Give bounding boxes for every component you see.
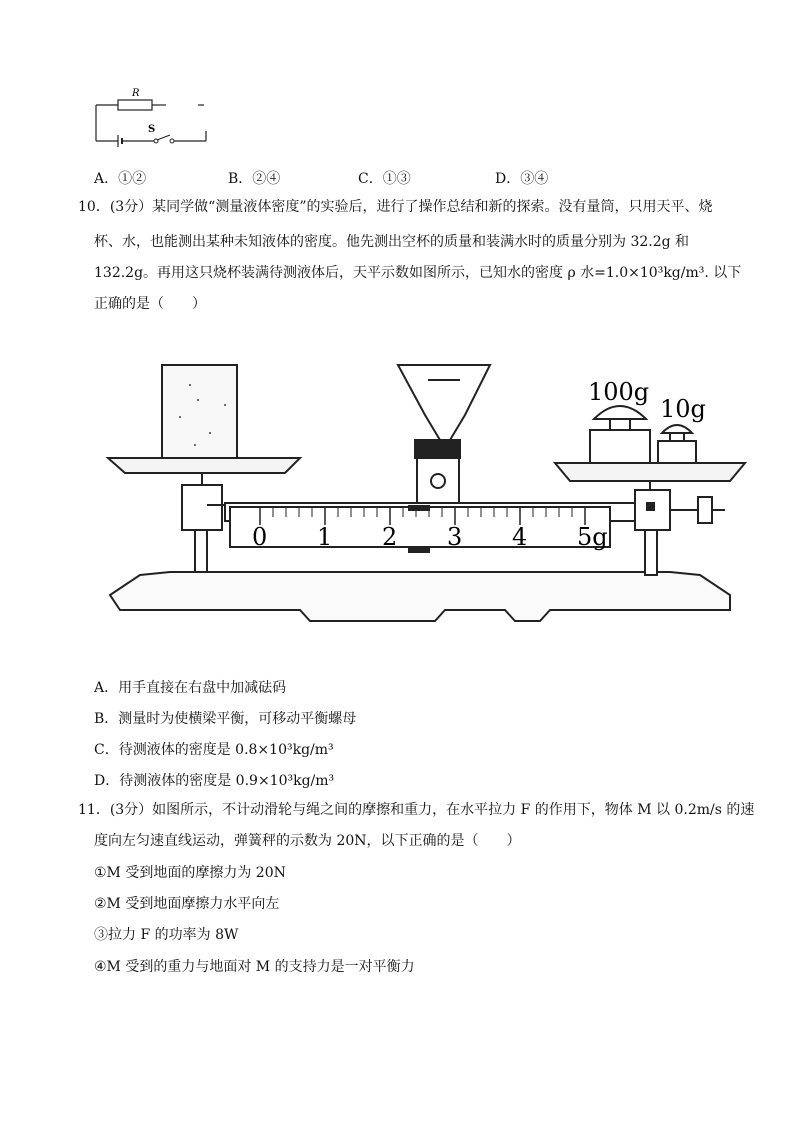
q9-option-d: D．③④ xyxy=(495,171,549,187)
q10-stem-line-3: 132.2g。再用这只烧杯装满待测液体后，天平示数如图所示，已知水的密度 ρ 水=1.0×10³kg/m³. 以下 xyxy=(94,265,742,281)
q11-stem-line-2: 度向左匀速直线运动，弹簧秤的示数为 20N，以下正确的是（ ） xyxy=(94,833,521,849)
q9-option-c: C．①③ xyxy=(358,171,411,187)
q11-statement-3: ③拉力 F 的功率为 8W xyxy=(94,927,239,943)
q10-option-a: A．用手直接在右盘中加减砝码 xyxy=(94,680,287,696)
beaker xyxy=(162,365,237,458)
scale-tick-label: 0 xyxy=(252,523,268,551)
q11-statement-2: ②M 受到地面摩擦力水平向左 xyxy=(94,896,280,912)
scale-tick-label: 5g xyxy=(577,523,608,551)
weight-small-label: 10g xyxy=(660,395,706,423)
q10-stem-line-2: 杯、水，也能测出某种未知液体的密度。他先测出空杯的质量和装满水时的质量分别为 32.2g 和 xyxy=(94,234,690,250)
weight-10g xyxy=(658,441,696,463)
scale-ruler xyxy=(230,507,610,547)
switch-label: S xyxy=(148,124,156,135)
balance-figure xyxy=(100,355,760,635)
q10-option-d: D．待测液体的密度是 0.9×10³kg/m³ xyxy=(94,773,335,789)
q11-statement-1: ①M 受到地面的摩擦力为 20N xyxy=(94,865,286,881)
rider xyxy=(408,505,430,511)
resistor xyxy=(118,100,152,110)
scale-tick-label: 3 xyxy=(447,523,463,551)
q10-option-b: B．测量时为使横梁平衡，可移动平衡螺母 xyxy=(94,711,357,727)
q10-option-c: C．待测液体的密度是 0.8×10³kg/m³ xyxy=(94,742,334,758)
weight-big-label: 100g xyxy=(588,378,650,406)
switch-lever xyxy=(157,135,170,140)
q10-stem-line-4: 正确的是（ ） xyxy=(94,296,206,312)
resistor-label: R xyxy=(132,88,140,99)
scale-tick-label: 2 xyxy=(382,523,398,551)
q10-stem-line-1: 10．(3分）某同学做“测量液体密度”的实验后，进行了操作总结和新的探索。没有量筒，只用天平、烧 xyxy=(78,199,713,215)
q11-stem-line-1: 11．(3分）如图所示，不计动滑轮与绳之间的摩擦和重力，在水平拉力 F 的作用下，物体 M 以 0.2m/s 的速 xyxy=(78,802,755,818)
right-pan xyxy=(555,463,745,481)
scale-tick-label: 1 xyxy=(317,523,333,551)
left-pan xyxy=(108,458,300,473)
weight-100g xyxy=(590,430,650,463)
q11-statement-4: ④M 受到的重力与地面对 M 的支持力是一对平衡力 xyxy=(94,959,415,975)
circuit-diagram xyxy=(90,85,220,150)
scale-tick-label: 4 xyxy=(512,523,528,551)
q9-option-a: A．①② xyxy=(94,171,147,187)
pointer xyxy=(398,365,490,440)
balance-base xyxy=(110,572,730,621)
q9-option-b: B．②④ xyxy=(228,171,281,187)
